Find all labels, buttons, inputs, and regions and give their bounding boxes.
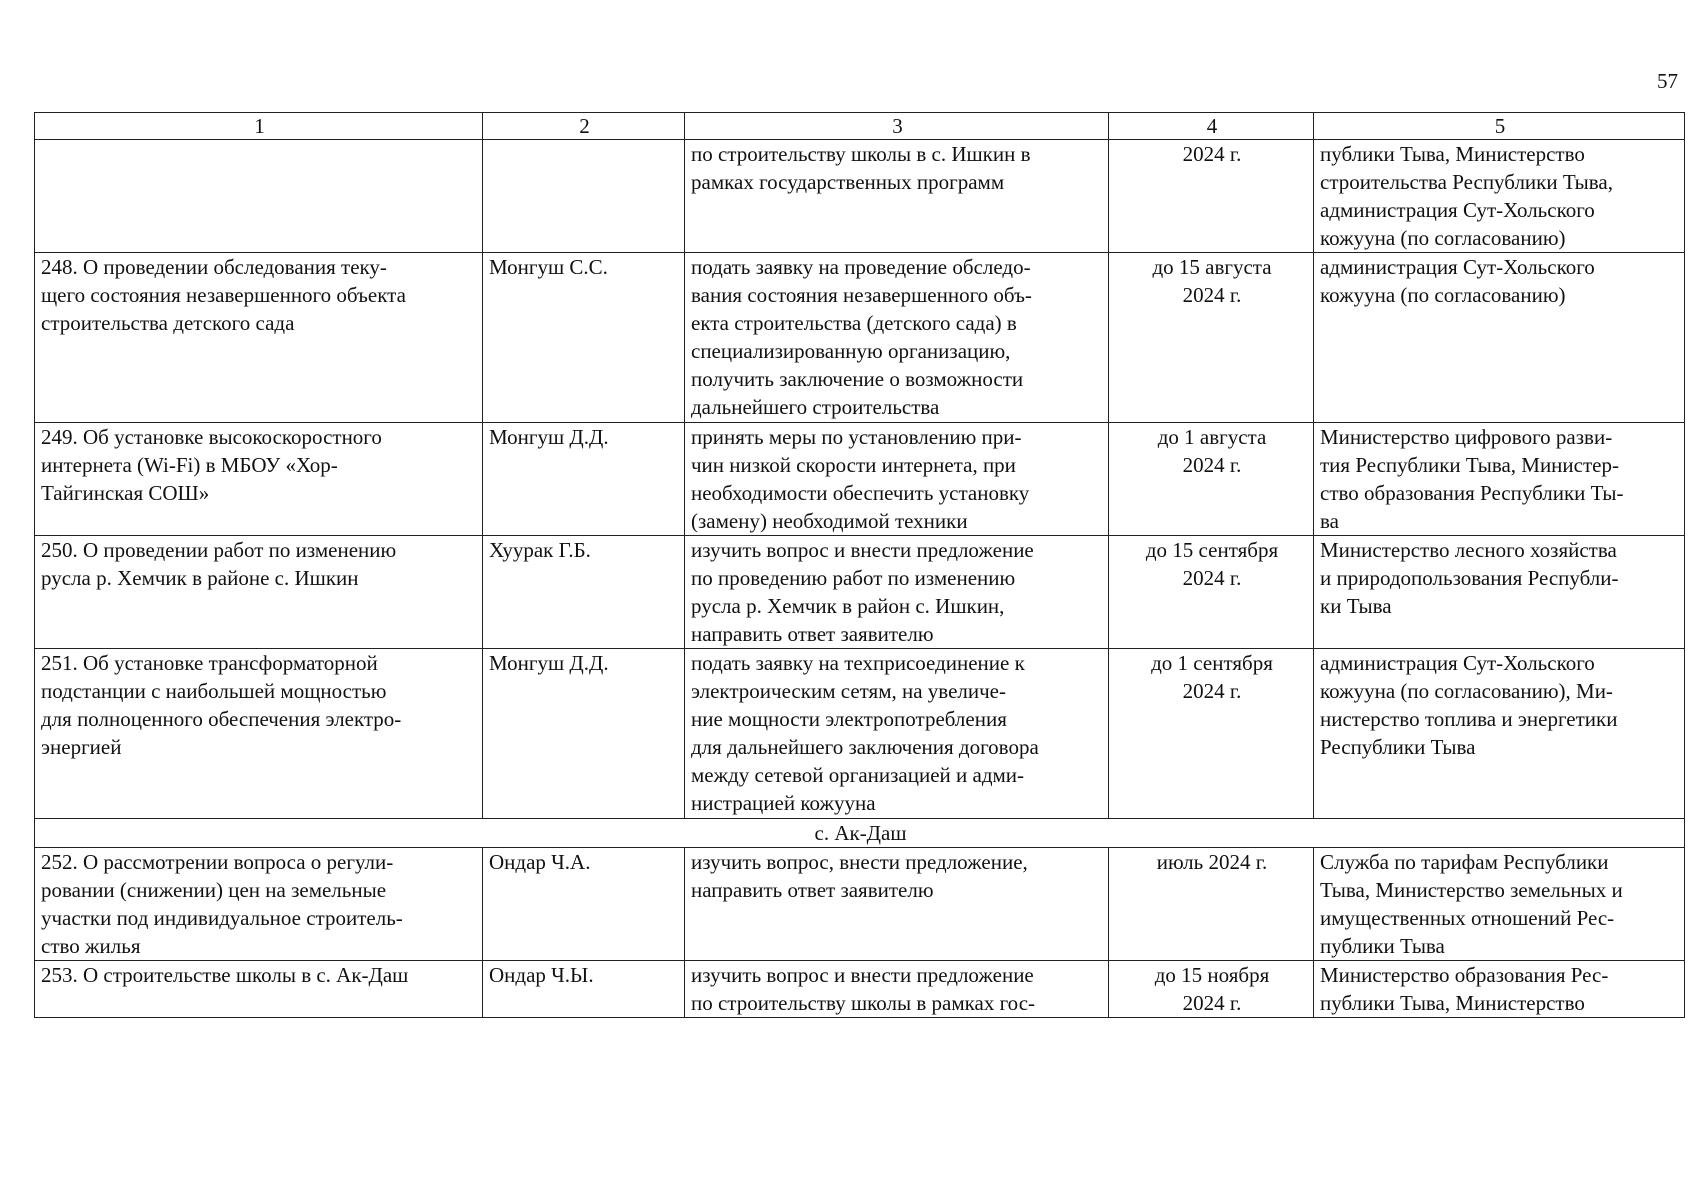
decisions-table (34, 112, 1685, 1018)
action-cell: изучить вопрос, внести предложение, направить ответ заявителю (685, 848, 1109, 961)
subject-cell: 248. О проведении обследования теку- щего состояния незавершенного объекта строительства детского сада (35, 253, 483, 423)
coexecutors-cell: Министерство образования Рес- публики Тыва, Министерство (1314, 961, 1685, 1018)
subject-cell: 253. О строительстве школы в с. Ак-Даш (35, 961, 483, 1018)
subject-cell: 252. О рассмотрении вопроса о регули- ровании (снижении) цен на земельные участки под индивидуальное строитель- ство жилья (35, 848, 483, 961)
deadline-cell: до 15 сентября 2024 г. (1109, 536, 1314, 649)
table-row (35, 423, 1685, 536)
deadline-cell: до 1 августа 2024 г. (1109, 423, 1314, 536)
responsible-cell: Ондар Ч.Ы. (483, 961, 685, 1018)
section-title: с. Ак-Даш (35, 819, 1685, 848)
coexecutors-cell: Служба по тарифам Республики Тыва, Министерство земельных и имущественных отношений Рес- публики Тыва (1314, 848, 1685, 961)
responsible-cell: Хуурак Г.Б. (483, 536, 685, 649)
column-header-2: 2 (483, 113, 685, 140)
column-header-3: 3 (685, 113, 1109, 140)
responsible-cell: Ондар Ч.А. (483, 848, 685, 961)
deadline-cell: июль 2024 г. (1109, 848, 1314, 961)
table-row (35, 848, 1685, 961)
table-row (35, 536, 1685, 649)
deadline-cell: 2024 г. (1109, 140, 1314, 253)
table-row (35, 140, 1685, 253)
coexecutors-cell: администрация Сут-Хольского кожууна (по согласованию) (1314, 253, 1685, 423)
responsible-cell (483, 140, 685, 253)
subject-cell (35, 140, 483, 253)
column-header-5: 5 (1314, 113, 1685, 140)
action-cell: принять меры по установлению при- чин низкой скорости интернета, при необходимости обеспечить установку (замену) необходимой техники (685, 423, 1109, 536)
subject-cell: 249. Об установке высокоскоростного интернета (Wi-Fi) в МБОУ «Хор- Тайгинская СОШ» (35, 423, 483, 536)
coexecutors-cell: администрация Сут-Хольского кожууна (по согласованию), Ми- нистерство топлива и энергетики Республики Тыва (1314, 649, 1685, 819)
table-row (35, 961, 1685, 1018)
column-number-row (35, 113, 1685, 140)
action-cell: изучить вопрос и внести предложение по строительству школы в рамках гос- (685, 961, 1109, 1018)
table-row (35, 253, 1685, 423)
action-cell: по строительству школы в с. Ишкин в рамках государственных программ (685, 140, 1109, 253)
responsible-cell: Монгуш Д.Д. (483, 423, 685, 536)
action-cell: изучить вопрос и внести предложение по проведению работ по изменению русла р. Хемчик в район с. Ишкин, направить ответ заявителю (685, 536, 1109, 649)
action-cell: подать заявку на техприсоединение к электроическим сетям, на увеличе- ние мощности электропотребления для дальнейшего заключения договора между сетевой организацией и адми- нистрацией кожууна (685, 649, 1109, 819)
subject-cell: 251. Об установке трансформаторной подстанции с наибольшей мощностью для полноценного обеспечения электро- энергией (35, 649, 483, 819)
deadline-cell: до 15 августа 2024 г. (1109, 253, 1314, 423)
deadline-cell: до 15 ноября 2024 г. (1109, 961, 1314, 1018)
coexecutors-cell: Министерство цифрового разви- тия Республики Тыва, Министер- ство образования Республики Ты- ва (1314, 423, 1685, 536)
subject-cell: 250. О проведении работ по изменению русла р. Хемчик в районе с. Ишкин (35, 536, 483, 649)
coexecutors-cell: публики Тыва, Министерство строительства Республики Тыва, администрация Сут-Хольского кожууна (по согласованию) (1314, 140, 1685, 253)
responsible-cell: Монгуш Д.Д. (483, 649, 685, 819)
table-row (35, 649, 1685, 819)
coexecutors-cell: Министерство лесного хозяйства и природопользования Республи- ки Тыва (1314, 536, 1685, 649)
column-header-1: 1 (35, 113, 483, 140)
deadline-cell: до 1 сентября 2024 г. (1109, 649, 1314, 819)
column-header-4: 4 (1109, 113, 1314, 140)
responsible-cell: Монгуш С.С. (483, 253, 685, 423)
section-row (35, 819, 1685, 848)
action-cell: подать заявку на проведение обследо- вания состояния незавершенного объ- екта строительства (детского сада) в специализированную организацию, получить заключение о возможности дальнейшего строительства (685, 253, 1109, 423)
page-number: 57 (1657, 69, 1678, 93)
